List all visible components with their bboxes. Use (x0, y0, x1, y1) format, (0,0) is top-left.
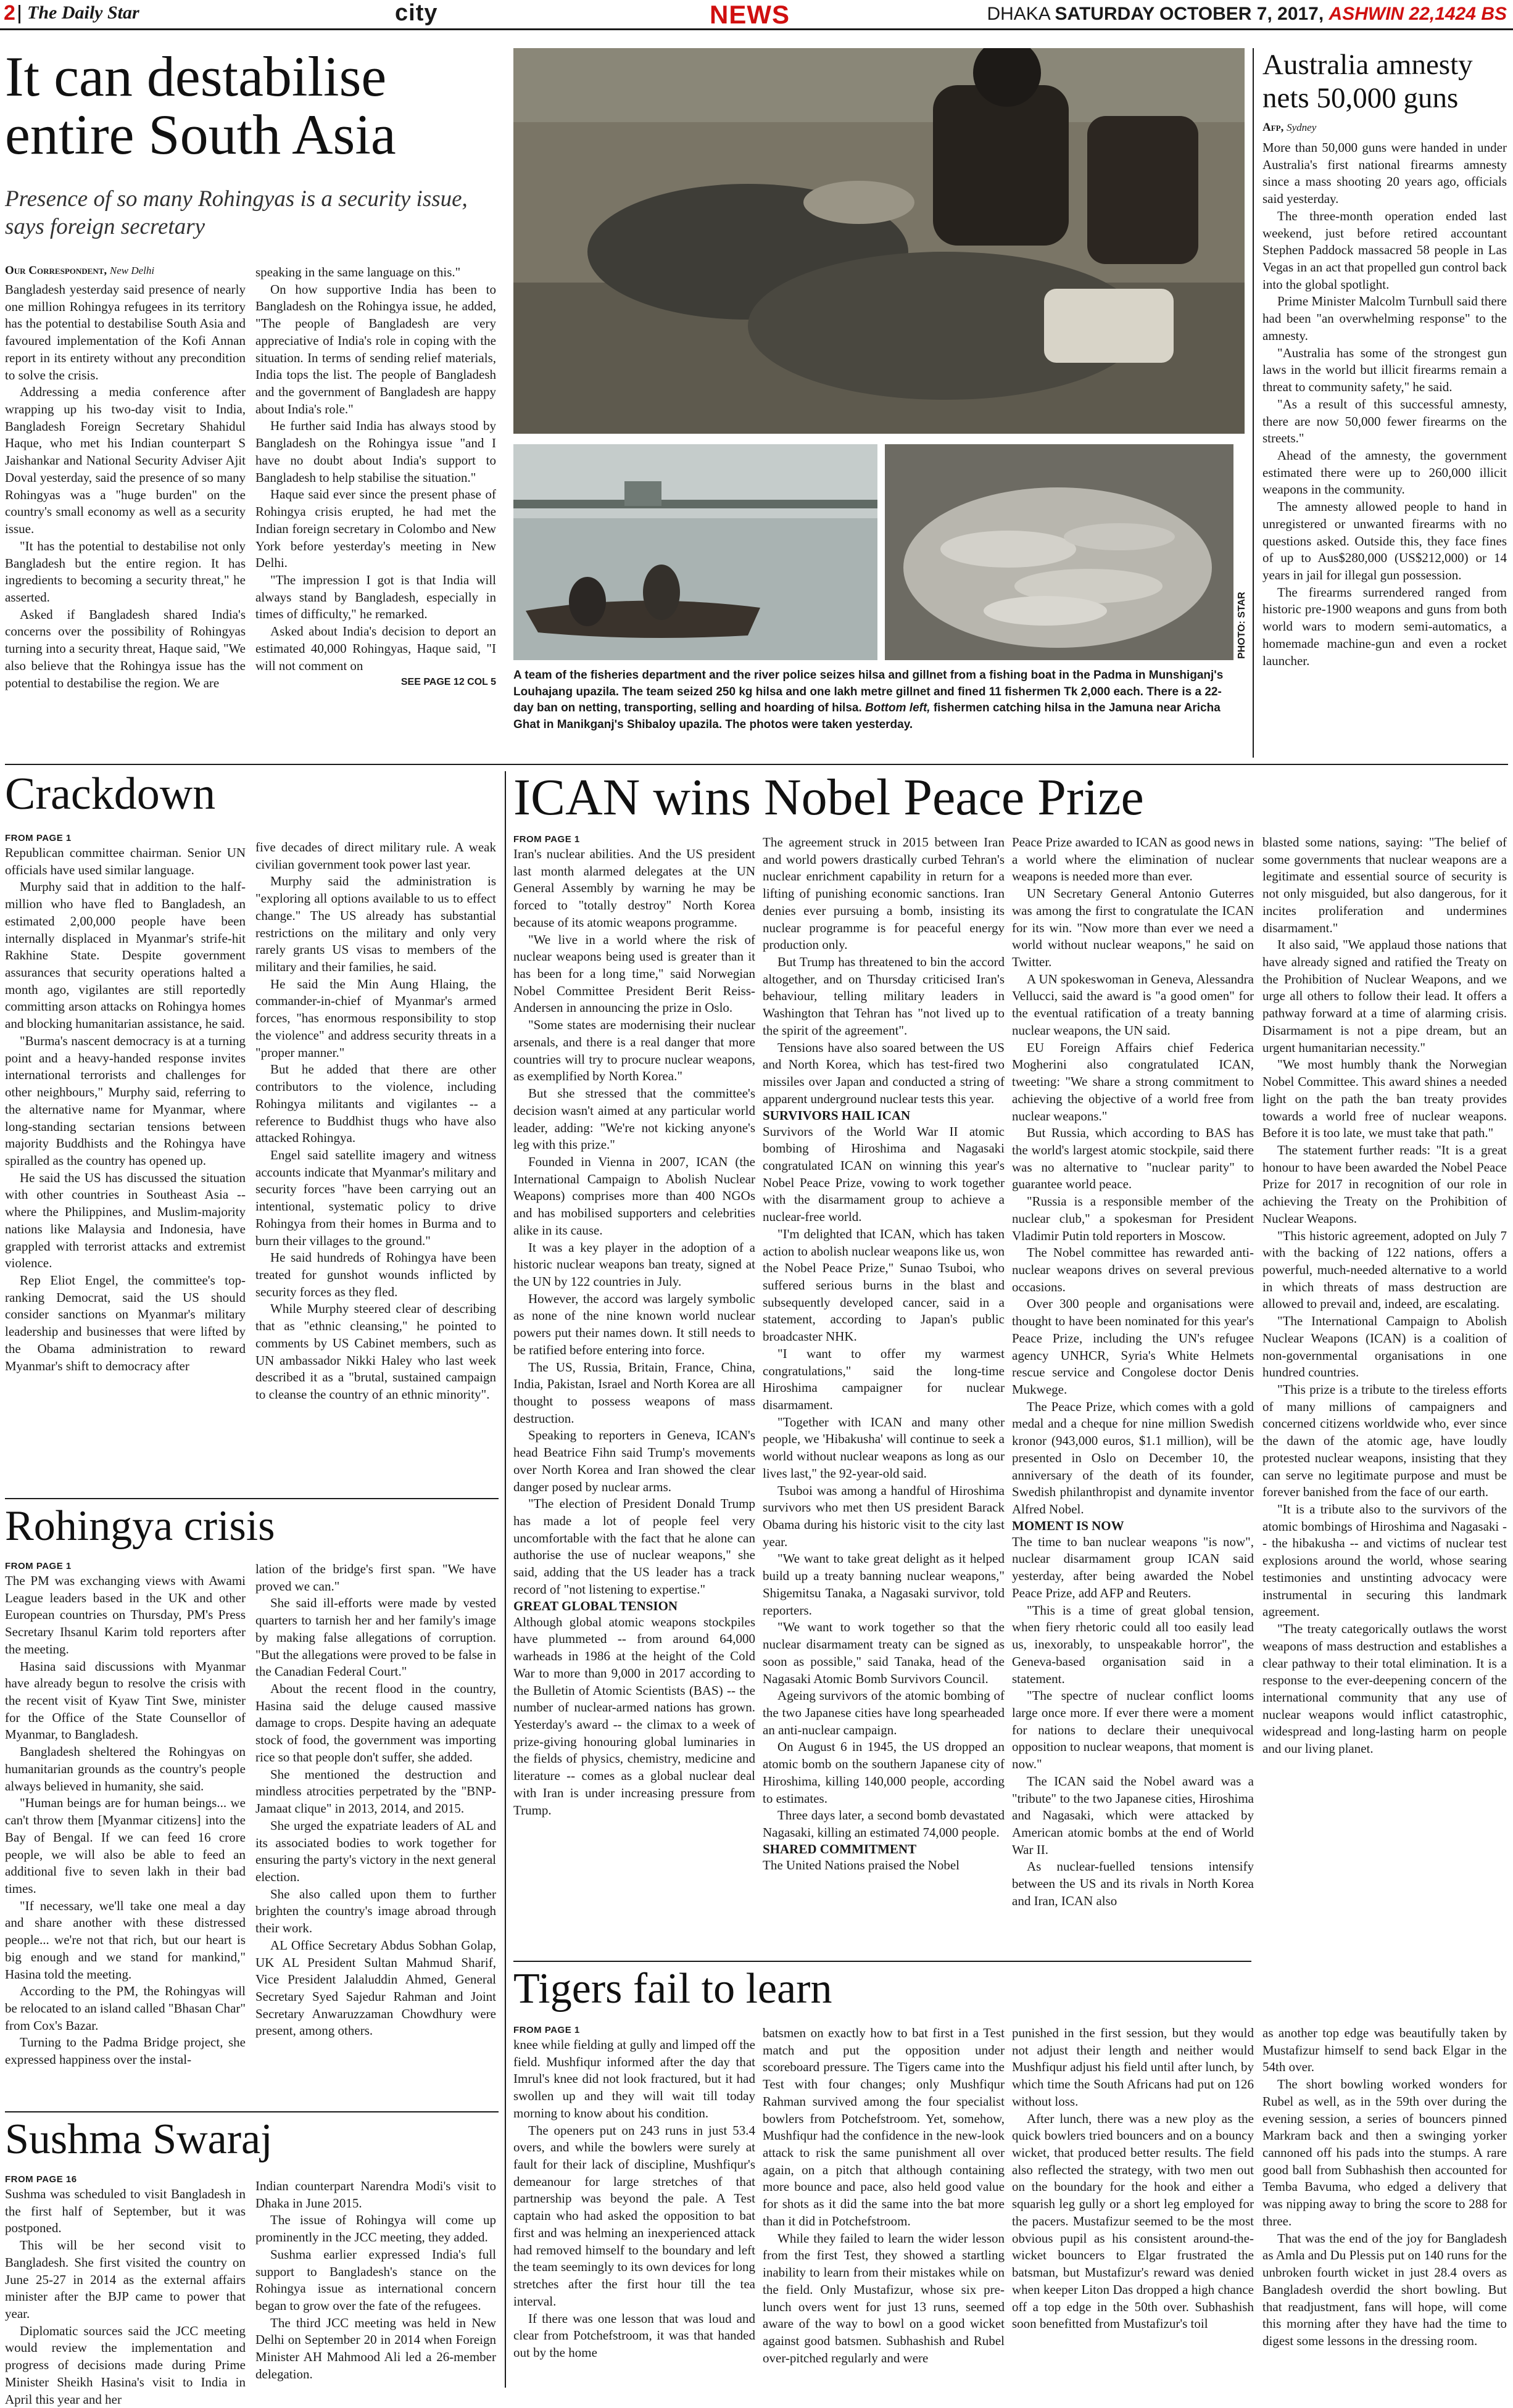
subheading: SHARED COMMITMENT (763, 1841, 917, 1856)
rohingya-headline: Rohingya crisis (5, 1502, 275, 1550)
paragraph: The short bowling worked wonders for Rubel as well, as in the 59th over during the evening session, a series of bouncers pinned Markram back and then a swinging yorker cannoned off his pads into the stumps. A rare good ball from Subhashish then accounted for Temba Bavuma, who edged a delivery that was nipping away to bring the score to 288 for three. (1262, 2077, 1507, 2228)
date-bangla: ASHWIN 22,1424 BS (1329, 4, 1507, 24)
photo-caption (513, 668, 1235, 733)
ican-column-1 (513, 834, 755, 1819)
australia-byline (1262, 121, 1316, 134)
paragraph: knee while fielding at gully and limped off the field. Mushfiqur informed after the day that Imrul's knee did not look fractured, but it had swollen up and they will wait till today morning to know about his condition. (513, 2037, 755, 2120)
paragraph: Tensions have also soared between the US and North Korea, which has test-fired two missiles over Japan and conducted a string of apparent underground nuclear tests this year. (763, 1040, 1005, 1106)
paragraph: The three-month operation ended last weekend, just before retired accountant Stephen Paddock massacred 58 people in Las Vegas in an act that propelled gun control back into the global spotlight. (1262, 208, 1507, 292)
bottom-left-photo (513, 444, 877, 660)
column-divider (505, 771, 506, 2388)
paragraph: She mentioned the destruction and mindless atrocities perpetrated by the "BNP-Jamaat clique" in 2013, 2014, and 2015. (255, 1766, 496, 1816)
from-page-label: FROM PAGE 16 (5, 2174, 77, 2185)
section-divider (513, 1961, 1251, 1962)
paragraph: UN Secretary General Antonio Guterres was among the first to congratulate the ICAN for its win. "Now more than ever we need a world without nuclear weapons," he said on Twitter. (1012, 886, 1254, 970)
paragraph: "We most humbly thank the Norwegian Nobel Committee. This award shines a needed light on the path the ban treaty provides towards a world free of nuclear weapons. Before it is too late, we must take that path." (1262, 1057, 1507, 1141)
section-name: city (395, 0, 438, 26)
from-page-label: FROM PAGE 1 (5, 1561, 72, 1571)
paragraph: "This historic agreement, adopted on July 7 with the backing of 122 nations, offers a powerful, much-needed alternative to a world in which threats of mass destruction are allowed to prevail and, indeed, are escalating. (1262, 1228, 1507, 1312)
section-divider (5, 1498, 499, 1499)
ican-column-4 (1262, 834, 1507, 1758)
paragraph: Murphy said the administration is "exploring all options available to us to effect change." The US already has substantial restrictions on the military and only very rarely grants US visas to members of the military and their families, he said. (255, 874, 496, 975)
paragraph: "Together with ICAN and many other people, we 'Hibakusha' will continue to seek a world without nuclear weapons as long as our lives last," the 92-year-old said. (763, 1414, 1005, 1481)
date-gregorian: SATURDAY OCTOBER 7, 2017, (1055, 4, 1329, 24)
tigers-headline: Tigers fail to learn (513, 1965, 832, 2013)
paragraph: It also said, "We applaud those nations that have already signed and ratified the Treaty on the Prohibition of Nuclear Weapons, and we urge all others to follow their lead. It offers a pathway forward at a time of alarming crisis. Disarmament is not a pipe dream, but an urgent humanitarian necessity." (1262, 937, 1507, 1055)
page-number: 2 (4, 1, 15, 25)
rohingya-column-2 (255, 1561, 496, 2040)
paragraph: According to the PM, the Rohingyas will be relocated to an island called "Bhasan Char" from Cox's Bazar. (5, 1984, 246, 2033)
paragraph: It was a key player in the adoption of a historic nuclear weapons ban treaty, signed at the UN by 122 countries in July. (513, 1239, 755, 1289)
paragraph: Ageing survivors of the atomic bombing of the two Japanese cities have long spearheaded an anti-nuclear campaign. (763, 1688, 1005, 1737)
caption-italic: Bottom left, (865, 701, 931, 715)
paragraph: She said ill-efforts were made by vested quarters to tarnish her and her family's image by making false allegations of corruption. "But the allegations were proved to be false in the Canadian Federal Court." (255, 1595, 496, 1679)
paragraph: Haque said ever since the present phase of Rohingya crisis erupted, he had met the Indian foreign secretary in Colombo and New York before yesterday's meeting in New Delhi. (255, 487, 496, 571)
paragraph: "The impression I got is that India will always stand by Bangladesh, especially in times of difficulty," he remarked. (255, 572, 496, 622)
australia-headline: Australia amnesty nets 50,000 guns (1262, 49, 1473, 115)
paragraph: A UN spokeswoman in Geneva, Alessandra Vellucci, said the award is "a good omen" for the eventual ratification of a treaty banning nuclear weapons, the UN said. (1012, 971, 1254, 1038)
paragraph: "The International Campaign to Abolish Nuclear Weapons (ICAN) is a coalition of non-governmental organisations in one hundred countries. (1262, 1314, 1507, 1380)
paragraph: The ICAN said the Nobel award was a "tribute" to the two Japanese cities, Hiroshima and Nagasaki, which were attacked by American atomic bombs at the end of World War II. (1012, 1773, 1254, 1857)
paragraph: Bangladesh sheltered the Rohingyas on humanitarian grounds as the country's people always believed in humanity, she said. (5, 1744, 246, 1794)
paragraph: He further said India has always stood by Bangladesh on the Rohingya issue "and I have no doubt about India's support to Bangladesh to help stabilise the situation." (255, 418, 496, 485)
ican-column-2 (763, 834, 1005, 1874)
lead-column-1 (5, 281, 246, 692)
paragraph: Hasina said discussions with Myanmar have already begun to resolve the crisis with the recent visit of Kyaw Tint Swe, minister for the Office of the State Counsellor of Myanmar, to Bangladesh. (5, 1658, 246, 1742)
paragraph: "It has the potential to destabilise not only Bangladesh but the entire region. It has ingredients to becoming a security threat," he asserted. (5, 538, 246, 605)
paragraph: "We live in a world where the risk of nuclear weapons being used is greater than it has been for a long time," said Norwegian Nobel Committee President Berit Reiss-Andersen in announcing the prize in Oslo. (513, 932, 755, 1016)
byline-dateline: New Delhi (109, 265, 155, 276)
section-divider (5, 764, 1508, 765)
paragraph: He said hundreds of Rohingya have been treated for gunshot wounds inflicted by security forces as they fled. (255, 1250, 496, 1299)
paragraph: This will be her second visit to Bangladesh. She first visited the country on June 25-27 in 2014 as the external affairs minister after the BJP came to power that year. (5, 2238, 246, 2322)
paragraph: The Nobel committee has rewarded anti-nuclear weapons drives on several previous occasions. (1012, 1245, 1254, 1294)
paragraph: Peace Prize awarded to ICAN as good news in a world where the elimination of nuclear weapons is needed more than ever. (1012, 835, 1254, 884)
paragraph: Prime Minister Malcolm Turnbull said there had been "an overwhelming response" to the amnesty. (1262, 294, 1507, 343)
hilsa-catch-photo (885, 444, 1233, 660)
paragraph: After lunch, there was a new ploy as the quick bowlers tried bouncers and on a bouncy wicket, that produced better results. The field also reflected the strategy, with two men out on the boundary for the hook and either a squarish leg gully or a short leg employed for the pacers. Mustafizur seemed to be the most obvious pupil as his consistent around-the-wicket bouncers to Elgar frustrated the batsman, but Mustafizur's reward was denied when keeper Liton Das dropped a high chance off a top edge in the 50th over. Subhashish soon benefitted from Mustafizur's toil (1012, 2111, 1254, 2331)
paragraph: "Australia has some of the strongest gun laws in the world but illicit firearms remain a threat to community safety," he said. (1262, 345, 1507, 395)
from-page-label: FROM PAGE 1 (513, 2025, 580, 2035)
section-news-label: NEWS (710, 0, 790, 29)
paragraph: "Human beings are for human beings... we can't throw them [Myanmar citizens] into the Bay of Bengal. If we can feed 16 crore people, we will also be able to feed an additional five to seven lakh in their bad times. (5, 1795, 246, 1896)
paragraph: batsmen on exactly how to bat first in a Test match and put the opposition under scoreboard pressure. The Tigers came into the Test with four changes; only Mushfiqur Rahman survived among the four specialist bowlers from Potchefstroom. Yet, somehow, Mushfiqur had the confidence in the new-look attack to risk the same punishment all over again, on a pitch that although containing more bounce and pace, also held good value for shots as it did the same into the bat more than it did in Potchefstroom. (763, 2025, 1005, 2228)
tigers-column-1 (513, 2025, 755, 2362)
paragraph: "Russia is a responsible member of the nuclear club," a spokesman for President Vladimir Putin told reporters in Moscow. (1012, 1194, 1254, 1243)
ican-headline: ICAN wins Nobel Peace Prize (513, 769, 1144, 826)
section-divider (5, 2111, 499, 2112)
from-page-label: FROM PAGE 1 (513, 834, 580, 845)
crackdown-headline: Crackdown (5, 769, 216, 819)
paragraph: "This prize is a tribute to the tireless efforts of many millions of campaigners and concerned citizens worldwide who, ever since the dawn of the atomic age, have loudly protested nuclear weapons, insisting that they can serve no legitimate purpose and must be forever banished from the face of our earth. (1262, 1382, 1507, 1500)
paragraph: The agreement struck in 2015 between Iran and world powers drastically curbed Tehran's nuclear enrichment capability in return for a lifting of punishing economic sanctions. Iran denies ever pursuing a bomb, insisting its nuclear programme is for peaceful energy production only. (763, 835, 1005, 953)
paragraph: Speaking to reporters in Geneva, ICAN's head Beatrice Fihn said Trump's movements over North Korea and Iran showed the clear danger posed by nuclear arms. (513, 1428, 755, 1494)
byline-author: Our Correspondent, (5, 264, 110, 277)
subheading: SURVIVORS HAIL ICAN (763, 1107, 911, 1123)
newspaper-logo: The Daily Star (27, 2, 139, 23)
byline-author: Afp, (1262, 121, 1287, 134)
tigers-column-4 (1262, 2025, 1507, 2350)
paragraph: Founded in Vienna in 2007, ICAN (the International Campaign to Abolish Nuclear Weapons) comprises more than 400 NGOs and has mobilised supporters and celebrities alike in its cause. (513, 1154, 755, 1238)
subheading: GREAT GLOBAL TENSION (513, 1598, 678, 1613)
paragraph: Asked if Bangladesh shared India's concerns over the possibility of Rohingyas turning into a security threat, Haque said, "We also believe that the Rohingya issue has the potential to destabilise the region. We are (5, 606, 246, 690)
paragraph: "The treaty categorically outlaws the worst weapons of mass destruction and establishes a clear pathway to their total elimination. It is a response to the ever-deepening concern of the international community that any use of nuclear weapons would inflict catastrophic, widespread and long-lasting harm on people and our living planet. (1262, 1621, 1507, 1756)
paragraph: The issue of Rohingya will come up prominently in the JCC meeting, they added. (255, 2212, 496, 2245)
paragraph: Rep Eliot Engel, the committee's top-ranking Democrat, said the US should consider sanctions on Myanmar's military leadership and businesses that were lifted by the Obama administration to reward Myanmar's shift to democracy after (5, 1272, 246, 1373)
dateline-bar (987, 4, 1507, 25)
masthead-divider (19, 5, 20, 23)
subheading: MOMENT IS NOW (1012, 1518, 1124, 1533)
paragraph: On August 6 in 1945, the US dropped an atomic bomb on the southern Japanese city of Hiroshima, killing 140,000 people, according to estimates. (763, 1739, 1005, 1806)
masthead (0, 0, 1513, 30)
paragraph: "This is a time of great global tension, when fiery rhetoric could all too easily lead us, inexorably, to unspeakable horror", the Geneva-based organisation said in a statement. (1012, 1602, 1254, 1686)
paragraph: "As a result of this successful amnesty, there are now 50,000 fewer firearms on the streets." (1262, 396, 1507, 446)
paragraph: "We want to work together so that the nuclear disarmament treaty can be signed as soon as possible," said Tanaka, head of the Nagasaki Atomic Bomb Survivors Council. (763, 1620, 1005, 1686)
paragraph: Turning to the Padma Bridge project, she expressed happiness over the instal- (5, 2035, 246, 2067)
paragraph: But she stressed that the committee's decision wasn't aimed at any particular world leader, adding: "We're not kicking anyone's leg with this prize." (513, 1086, 755, 1152)
paragraph: Bangladesh yesterday said presence of nearly one million Rohingya refugees in its territory has the potential to destabilise South Asia and favoured implementation of the Kofi Annan report in its entirety without any precondition to solve the crisis. (5, 282, 246, 383)
crackdown-column-2 (255, 839, 496, 1404)
paragraph: She also called upon them to further brighten the country's image abroad through their work. (255, 1886, 496, 1936)
paragraph: But Trump has threatened to bin the accord altogether, and on Thursday criticised Iran's behaviour, telling military leaders in Washington that Tehran has "not lived up to the spirit of the agreement". (763, 954, 1005, 1038)
hilsa-seizure-photo (513, 48, 1245, 434)
rohingya-column-1 (5, 1561, 246, 2069)
paragraph: Sushma earlier expressed India's full support to Bangladesh's stance on the Rohingya issue as international concern began to grow over the fate of the refugees. (255, 2246, 496, 2314)
paragraph: The openers put on 243 runs in just 53.4 overs, and while the bowlers were surely at fault for their lack of discipline, Mushfiqur's demeanour for large stretches of that partnership was beyond the pale. A Test captain who had asked the opposition to bat first and was helming an inexperienced attack had removed himself to the boundary and left the team seemingly to its own devices for long stretches after the first hour till the tea interval. (513, 2122, 755, 2309)
paragraph: However, the accord was largely symbolic as none of the nine known world nuclear powers put their names down. It still needs to be ratified before entering into force. (513, 1291, 755, 1357)
paragraph: Three days later, a second bomb devastated Nagasaki, killing an estimated 74,000 people. (763, 1808, 1005, 1840)
paragraph: lation of the bridge's first span. "We have proved we can." (255, 1562, 496, 1594)
paragraph: "If necessary, we'll take one meal a day and share another with these distressed people... we're not that rich, but our heart is big enough and we stand for mankind," Hasina told the meeting. (5, 1898, 246, 1982)
continued-pointer: SEE PAGE 12 COL 5 (400, 677, 496, 688)
paragraph: The third JCC meeting was held in New Delhi on September 20 in 2014 when Foreign Minister AH Mahmood Ali led a 26-member delegation. (255, 2315, 496, 2381)
paragraph: "The election of President Donald Trump has made a lot of people feel very uncomfortable with the fact that he alone can authorise the use of nuclear weapons," she said, adding that the US leader has a track record of "not listening to expertise." (513, 1496, 755, 1597)
paragraph: Diplomatic sources said the JCC meeting would review the implementation and progress of decisions made during Prime Minister Sheikh Hasina's visit to India in April this year and her (5, 2323, 246, 2407)
byline-dateline: Sydney (1287, 122, 1317, 133)
paragraph: The statement further reads: "It is a great honour to have been awarded the Nobel Peace Prize for 2017 in recognition of our role in achieving the Treaty on the Prohibition of Nuclear Weapons. (1262, 1142, 1507, 1226)
jamuna-fishing-photo (513, 444, 877, 660)
paragraph: The United Nations praised the Nobel (763, 1857, 960, 1872)
paragraph: While they failed to learn the wider lesson from the first Test, they showed a startling inability to learn from their mistakes while on the field. Only Mustafizur, whose six pre-lunch overs went for just 13 runs, seemed aware of the way to bowl on a good wicket against good batsmen. Subhashish and Rubel over-pitched regularly and were (763, 2230, 1005, 2365)
paragraph: As nuclear-fuelled tensions intensify between the US and its rivals in North Korea and Iran, ICAN also (1012, 1859, 1254, 1908)
paragraph: "It is a tribute also to the survivors of the atomic bombings of Hiroshima and Nagasaki -- the hibakusha -- and victims of nuclear test explosions around the world, whose searing testimonies and unstinting advocacy were instrumental in securing this landmark agreement. (1262, 1502, 1507, 1620)
paragraph: Asked about India's decision to deport an estimated 40,000 Rohingyas, Haque said, "I will not comment on (255, 624, 496, 673)
paragraph: Republican committee chairman. Senior UN officials have used similar language. (5, 845, 246, 877)
paragraph: as another top edge was beautifully taken by Mustafizur himself to send back Elgar in the 54th over. (1262, 2025, 1507, 2075)
paragraph: "Some states are modernising their nuclear arsenals, and there is a real danger that more countries will try to procure nuclear weapons, as exemplified by North Korea." (513, 1017, 755, 1084)
sushma-headline: Sushma Swaraj (5, 2116, 273, 2163)
paragraph: Ahead of the amnesty, the government estimated there were up to 260,000 illicit weapons in the community. (1262, 447, 1507, 497)
paragraph: But Russia, which according to BAS has the world's largest atomic stockpile, said there was no alternative to "nuclear parity" to guarantee world peace. (1012, 1125, 1254, 1192)
paragraph: The firearms surrendered ranged from historic pre-1900 weapons and guns from both world wars to modern semi-automatics, a homemade machine-gun and even a rocket launcher. (1262, 584, 1507, 668)
column-divider (1253, 48, 1254, 758)
paragraph: The PM was exchanging views with Awami League leaders based in the UK and other European countries on Thursday, PM's Press Secretary Ihsanul Karim told reporters after the meeting. (5, 1573, 246, 1657)
date-city: DHAKA (987, 4, 1055, 24)
from-page-label: FROM PAGE 1 (5, 833, 72, 843)
paragraph: The Peace Prize, which comes with a gold medal and a cheque for nine million Swedish kronor (943,000 euros, $1.1 million), will be presented in Oslo on December 10, the anniversary of the death of its founder, Swedish philanthropist and dynamite inventor Alfred Nobel. (1012, 1399, 1254, 1517)
paragraph: More than 50,000 guns were handed in under Australia's first national firearms amnesty since a mass shooting 20 years ago, officials said yesterday. (1262, 140, 1507, 207)
paragraph: He said the Min Aung Hlaing, the commander-in-chief of Myanmar's armed forces, "has enormous responsibility to stop the violence" and address security threats in a "proper manner." (255, 976, 496, 1060)
australia-body (1262, 139, 1507, 669)
paragraph: The US, Russia, Britain, France, China, India, Pakistan, Israel and North Korea are all thought to possess weapons of mass destruction. (513, 1359, 755, 1426)
paragraph: Iran's nuclear abilities. And the US president last month alarmed delegates at the UN General Assembly by warning he may be forced to "totally destroy" North Korea because of its atomic weapons programme. (513, 846, 755, 930)
paragraph: "We want to take great delight as it helped build up a treaty banning nuclear weapons," Shigemitsu Tanaka, a Nagasaki survivor, told reporters. (763, 1551, 1005, 1618)
paragraph: "I'm delighted that ICAN, which has taken action to abolish nuclear weapons like us, won the Nobel Peace Prize," Sunao Tsuboi, who suffered serious burns in the blast and subsequently developed cancer, said in a statement, according to Japan's public broadcaster NHK. (763, 1226, 1005, 1344)
main-photo (513, 48, 1245, 434)
paragraph: "I want to offer my warmest congratulations," said the long-time Hiroshima campaigner for nuclear disarmament. (763, 1346, 1005, 1412)
lead-subhead: Presence of so many Rohingyas is a security issue, says foreign secretary (5, 186, 468, 240)
paragraph: blasted some nations, saying: "The belief of some governments that nuclear weapons are a legitimate and essential source of security is not only misguided, but also dangerous, for it incites proliferation and undermines disarmament." (1262, 835, 1507, 935)
paragraph: Survivors of the World War II atomic bombing of Hiroshima and Nagasaki congratulated ICAN on winning this year's Nobel Peace Prize, vowing to work together with the disarmament group to achieve a nuclear-free world. (763, 1123, 1005, 1225)
tigers-column-3 (1012, 2025, 1254, 2333)
paragraph: If there was one lesson that was loud and clear from Potchefstroom, it was that handed out by the home (513, 2311, 755, 2360)
paragraph: The time to ban nuclear weapons "is now", nuclear disarmament group ICAN said yesterday, after being awarded the Nobel Peace Prize, add AFP and Reuters. (1012, 1534, 1254, 1600)
paragraph: Sushma was scheduled to visit Bangladesh in the first half of September, but it was postponed. (5, 2187, 246, 2236)
paragraph: Although global atomic weapons stockpiles have plummeted -- from around 64,000 warheads in 1986 at the height of the Cold War to more than 9,000 in 2017 according to the Bulletin of Atomic Scientists (BAS) -- the number of nuclear-armed nations has grown. Yesterday's award -- the climax to a week of prize-giving honouring global luminaries in the fields of physics, chemistry, medicine and literature -- comes as a global nuclear deal with Iran is under increasing pressure from Trump. (513, 1614, 755, 1818)
paragraph: Engel said satellite imagery and witness accounts indicate that Myanmar's military and security forces "have been carrying out an intentional, systematic policy to drive Rohingya from their homes in Burma and to burn their villages to the ground." (255, 1147, 496, 1248)
paragraph: punished in the first session, but they would not adjust their length and neither would Mushfiqur adjust his field until after lunch, by which time the South Africans had put on 126 without loss. (1012, 2025, 1254, 2109)
paragraph: Tsuboi was among a handful of Hiroshima survivors who met then US president Barack Obama during his historic visit to the city last year. (763, 1483, 1005, 1549)
sushma-column-1 (5, 2174, 246, 2408)
paragraph: EU Foreign Affairs chief Federica Mogherini also congratulated ICAN, tweeting: "We share a strong commitment to achieving the objective of a world free from nuclear weapons." (1012, 1040, 1254, 1123)
paragraph: "Burma's nascent democracy is at a turning point and a heavy-handed response invites international terrorists and challenges for other neighbours," Murphy said, referring to the alternative name for Myanmar, where long-standing sectarian tensions between majority Buddhists and the Rohingya have spiralled as the country has opened up. (5, 1033, 246, 1168)
lead-byline (5, 264, 154, 278)
paragraph: Murphy said that in addition to the half-million who have fled to Bangladesh, an estimated 2,00,000 people have been internally displaced in Myanmar's strife-hit Rakhine State. Despite government assurances that security operations halted a month ago, vigilantes are still reportedly committing arson attacks on Rohingya homes and blocking humanitarian assistance, he said. (5, 879, 246, 1032)
caption-text: A team of the fisheries department and the river police seizes hilsa and gillnet from a fishing boat in the Padma in Munshiganj's Louhajang upazila. The team seized 250 kg hilsa and one lakh metre gillnet and fined 11 fishermen Tk 2,000 each. There is a 22-day ban on netting, transporting, selling and hoarding of hilsa. (513, 669, 1224, 715)
crackdown-column-1 (5, 833, 246, 1375)
paragraph: Addressing a media conference after wrapping up his two-day visit to India, Bangladesh Foreign Secretary Shahidul Haque, who met his Indian counterpart S Jaishankar and National Security Adviser Ajit Doval yesterday, said the presence of so many Rohingyas was a "huge burden" on the country's small economy as well as a security issue. (5, 384, 246, 537)
paragraph: "The spectre of nuclear conflict looms large once more. If ever there were a moment for nations to declare their unequivocal opposition to nuclear weapons, that moment is now." (1012, 1688, 1254, 1772)
paragraph: five decades of direct military rule. A weak civilian government took power last year. (255, 840, 496, 872)
tigers-column-2 (763, 2025, 1005, 2367)
paragraph: On how supportive India has been to Bangladesh on the Rohingya issue, he added, "The people of Bangladesh are very appreciative of India's role in coping with the situation. In terms of sending relief materials, India tops the list. The people of Bangladesh and the government of Bangladesh are happy about India's role." (255, 281, 496, 416)
caption-tail: fishermen catching hilsa in the Jamuna near Aricha Ghat in Manikganj's Shibaloy upazila. The photos were taken yesterday. (513, 701, 1221, 731)
bottom-right-photo (885, 444, 1233, 660)
paragraph: She urged the expatriate leaders of AL and its associated bodies to work together for ensuring the party's victory in the next general election. (255, 1818, 496, 1884)
paragraph: Indian counterpart Narendra Modi's visit to Dhaka in June 2015. (255, 2178, 496, 2211)
paragraph: That was the end of the joy for Bangladesh as Amla and Du Plessis put on 140 runs for the unbroken fourth wicket in just 28.4 overs as Bangladesh overdid the short bowling. But that readjustment, fans will hope, will come this morning after they have had the time to digest some lessons in the dressing room. (1262, 2230, 1507, 2348)
paragraph: But he added that there are other contributors to the violence, including Rohingya militants and vigilantes -- a reference to Buddhist thugs who have also attacked Rohingya. (255, 1062, 496, 1146)
photo-credit: PHOTO: STAR (1237, 592, 1247, 659)
ican-column-3 (1012, 834, 1254, 1910)
paragraph: While Murphy steered clear of describing that as "ethnic cleansing," he pointed to comments by US Cabinet members, such as UN ambassador Nikki Haley who last week described it as a "brutal, sustained campaign to cleanse the country of an ethnic minority". (255, 1301, 496, 1402)
sushma-column-2 (255, 2178, 496, 2383)
lead-headline: It can destabilise entire South Asia (5, 45, 396, 166)
paragraph: About the recent flood in the country, Hasina said the deluge caused massive damage to crops. Despite having an adequate stock of food, the government was importing rice so that people don't suffer, she added. (255, 1681, 496, 1765)
paragraph: AL Office Secretary Abdus Sobhan Golap, UK AL President Sultan Mahmud Sharif, Vice President Jalaluddin Ahmed, General Secretary Syed Sajedur Rahman and Joint Secretary Anwaruzzaman Chowdhury were present, among others. (255, 1937, 496, 2038)
paragraph: speaking in the same language on this." (255, 265, 461, 279)
paragraph: He said the US has discussed the situation with other countries in Southeast Asia -- where the Philippines, and Muslim-majority nations like Malaysia and Indonesia, have grappled with terrorist attacks and extremist violence. (5, 1170, 246, 1271)
paragraph: The amnesty allowed people to hand in unregistered or unwanted firearms with no questions asked. Outside this, they face fines of up to Aus$280,000 (US$212,000) or 14 years in jail for illegal gun possession. (1262, 499, 1507, 582)
lead-column-2 (255, 264, 496, 688)
paragraph: Over 300 people and organisations were thought to have been nominated for this year's Peace Prize, including the UN's refugee agency UNHCR, Syria's White Helmets rescue service and Congolese doctor Denis Mukwege. (1012, 1296, 1254, 1397)
